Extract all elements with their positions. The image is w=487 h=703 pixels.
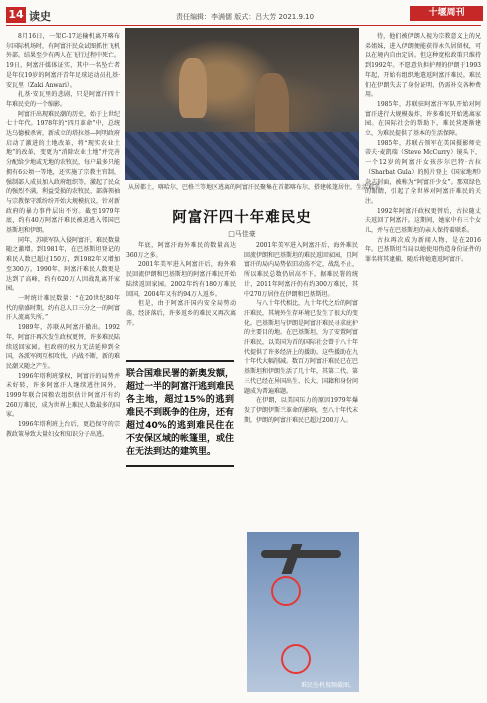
article-title: 阿富汗四十年难民史 (172, 209, 312, 226)
paragraph: 1989年，苏联从阿富汗撤出。1992年，阿富汗再次发生政权更替，许多难民陆续返回家园。但政府的权力无法延伸到全国，各派军阀互相攻伐，内战不断，新的难民潮又随之产生。 (6, 324, 121, 370)
photo-rug (125, 132, 359, 180)
paragraph: 1996年塔利班掌权，阿富汗的局势并未好转，许多阿富汗人继续逃往国外，1999年联合国粮农组织估计阿富汗有约260万难民，成为世界上难民人数最多的国家。 (6, 372, 120, 419)
highlight-circle (281, 644, 311, 674)
highlight-circle (271, 576, 301, 606)
paragraph: 一时统计难民数量：“在20世纪80年代的鼎盛时期，约有总人口三分之一的阿富汗人流离失所。” (6, 294, 121, 322)
paragraph: 阿富汗出现难民潮的历史，始于上世纪七十年代。1978年的“四月革命”中，总统达乌德被杀害，新成立的塔拉基—阿明政府启动了激进的土地改革，将“现实农业土地”的改革，变更为“消除农业土地”并完善分配给少地或无地的农牧民，每户最多只能拥有6公顷一等地，还实施了宗教主官制，强制部人成员加入政府组织等，激起了民众的强烈不满，利益受损的农牧民、部落领袖与宗教保守派纷纷开始大规模抗议，针对新政府的暴力事件层出不穷。截至1979年底，约有40万阿富汗难民被迫逃入邻国巴基斯坦和伊朗。 (6, 110, 121, 235)
text-column-4 (365, 32, 481, 702)
photo-figure (179, 58, 207, 118)
paragraph: 同年，苏联军队入侵阿富汗，难民数量随之激增。到1981年，在巴基斯坦登记的难民人数已超过150万，到1982年又增加至300万。1990年，阿富汗难民人数更是达到了高峰，约有620万人因战乱离开家园。 (6, 236, 121, 293)
paragraph: 1992年阿富汗政权更替后，古拉随丈夫返回了阿富汗。这期间，她家中有三个女儿，并与在巴基斯坦的亲人保持着联系。 (365, 207, 481, 235)
text-column-2 (126, 241, 236, 701)
refugee-family-photo (125, 28, 359, 180)
pull-quote: 联合国难民署的新奥发额，超过一半的阿富汗逃到难民各主地，超过15%的逃到难民不到既争的住房，还有超过40%的逃到难民住在不安保区域的帐篷里，或住在无法到达的建筑里。 (126, 360, 234, 467)
paragraph: 8月16日，一架C-17运输机离开喀布尔国际机场时，有阿富汗民众试图抓住飞机外部。结果至少有两人在飞行过程中死亡。19日，阿富汗媒体证实，其中一名坠亡者是年仅19岁的阿富汗青年足球运动员扎基·安瓦里（Zaki Anwari）。 (6, 33, 121, 89)
paragraph: 但是，由于阿富汗国内安全局势动荡，经济落后，许多返乡的难民又再次离开。 (126, 300, 236, 327)
text-column-1 (6, 32, 120, 702)
paragraph: 扎基·安瓦里的悲剧，只是阿富汗四十年难民史的一个缩影。 (6, 91, 120, 108)
photo-caption: 从居都土，喀哈尔，巴格兰等地区逃离的阿富汗民聚集在首都喀布尔，搭建帐篷居住，生活艰辛。 (128, 184, 387, 191)
paragraph: 待，他们被伊朗人视为宗教意义上的兄弟姐妹，进入伊朗便能获得永久居留权，可以在境内自由定居。但这种宽松政策只维持到1992年。不愿意负担护理的伊朗于1993年起，开始有组织地遣返阿富汗难民。难民们在伊朗失去了身份证明，仍需补交各种费用。 (365, 33, 481, 99)
paragraph: 年底，阿富汗海外难民的数量高达360万之多。 (126, 242, 236, 259)
plane-video-screenshot (247, 532, 359, 692)
page-header (0, 0, 487, 26)
editor-meta: 责任编辑：李满儒 版式：吕大芳 2021.9.10 (176, 13, 315, 21)
plane-wing (282, 544, 303, 574)
paragraph: 与八十年代相比，九十年代之后的阿富汗难民，其境外生存环境已发生了很大的变化。巴基斯坦与伊朗是阿富汗难民寻求庇护的主要目的地。在巴基斯坦，为了安置阿富汗难民，以美国为首的国际社会曾于八十年代提供了许多经济上的援助。这些援助在九十年代大幅削减。数百万阿富汗难民已在巴基斯坦和伊朗生活了几十年，其第二代、第三代已经在异国出生、长大，国籍和身份问题成为普遍难题。 (244, 300, 359, 395)
page-number: 14 (6, 7, 26, 23)
plane-shape (261, 550, 341, 558)
paragraph: 2001年美军进入阿富汗后，海外难民回流伊朗和巴基斯坦的阿富汗难民开始陆续返回家园。2002年约有180万难民回国，2004年又有约94万人返乡。 (126, 261, 236, 298)
paragraph: 1985年，苏联占领军在美国摄影师史蒂夫·麦凯瑞（Steve McCurry）镜头下，一个12岁的阿富汗女孩莎尔巴特·古拉（Sharbat Gula）的照片登上《国家地理》杂志封面，被称为“阿富汗少女”。那双绿色的眼睛，引起了全世界对阿富汗难民的关注。 (365, 139, 481, 205)
brand-logo: 十堰周刊 (410, 6, 483, 21)
paragraph: 1996年塔利班上台后，更趋保守的宗教政策导致大量妇女和知识分子出逃。 (6, 421, 120, 438)
article-author: □马佳豪 (228, 230, 256, 238)
paragraph: 1985年，苏联驻阿富汗军队开始对阿富汗进行大规模轰炸，许多难民开始逃离家园。在国际社会的帮助下，难民营逐渐建立，为难民提供了基本的生活保障。 (365, 100, 481, 138)
paragraph: 在伊朗，以美国压力的原因1979年爆发了伊朗伊斯兰革命的影响，至八十年代末期，伊朗的阿富汗难民已超过200万人。 (244, 397, 359, 424)
photo-caption: 难民坠机视频截图。 (300, 682, 355, 689)
section-title: 读史 (29, 10, 51, 23)
paragraph: 古拉再次成为新闻人物，是在2016年。巴基斯坦当局以她使用伪造身份证件的罪名将其逮捕，随后将她遣返阿富汗。 (365, 236, 481, 264)
header-rule (6, 25, 481, 26)
text-column-3 (244, 241, 358, 525)
paragraph: 2001年美军进入阿富汗后，海外难民回流伊朗和巴基斯坦的难民返回家园，且阿富汗的局内局势依旧动荡不定，战乱不止，所以难民总数仍居高不下。据难民署的统计，2011年阿富汗仍有约300万难民，其中270万居住在伊朗和巴基斯坦。 (244, 242, 359, 298)
